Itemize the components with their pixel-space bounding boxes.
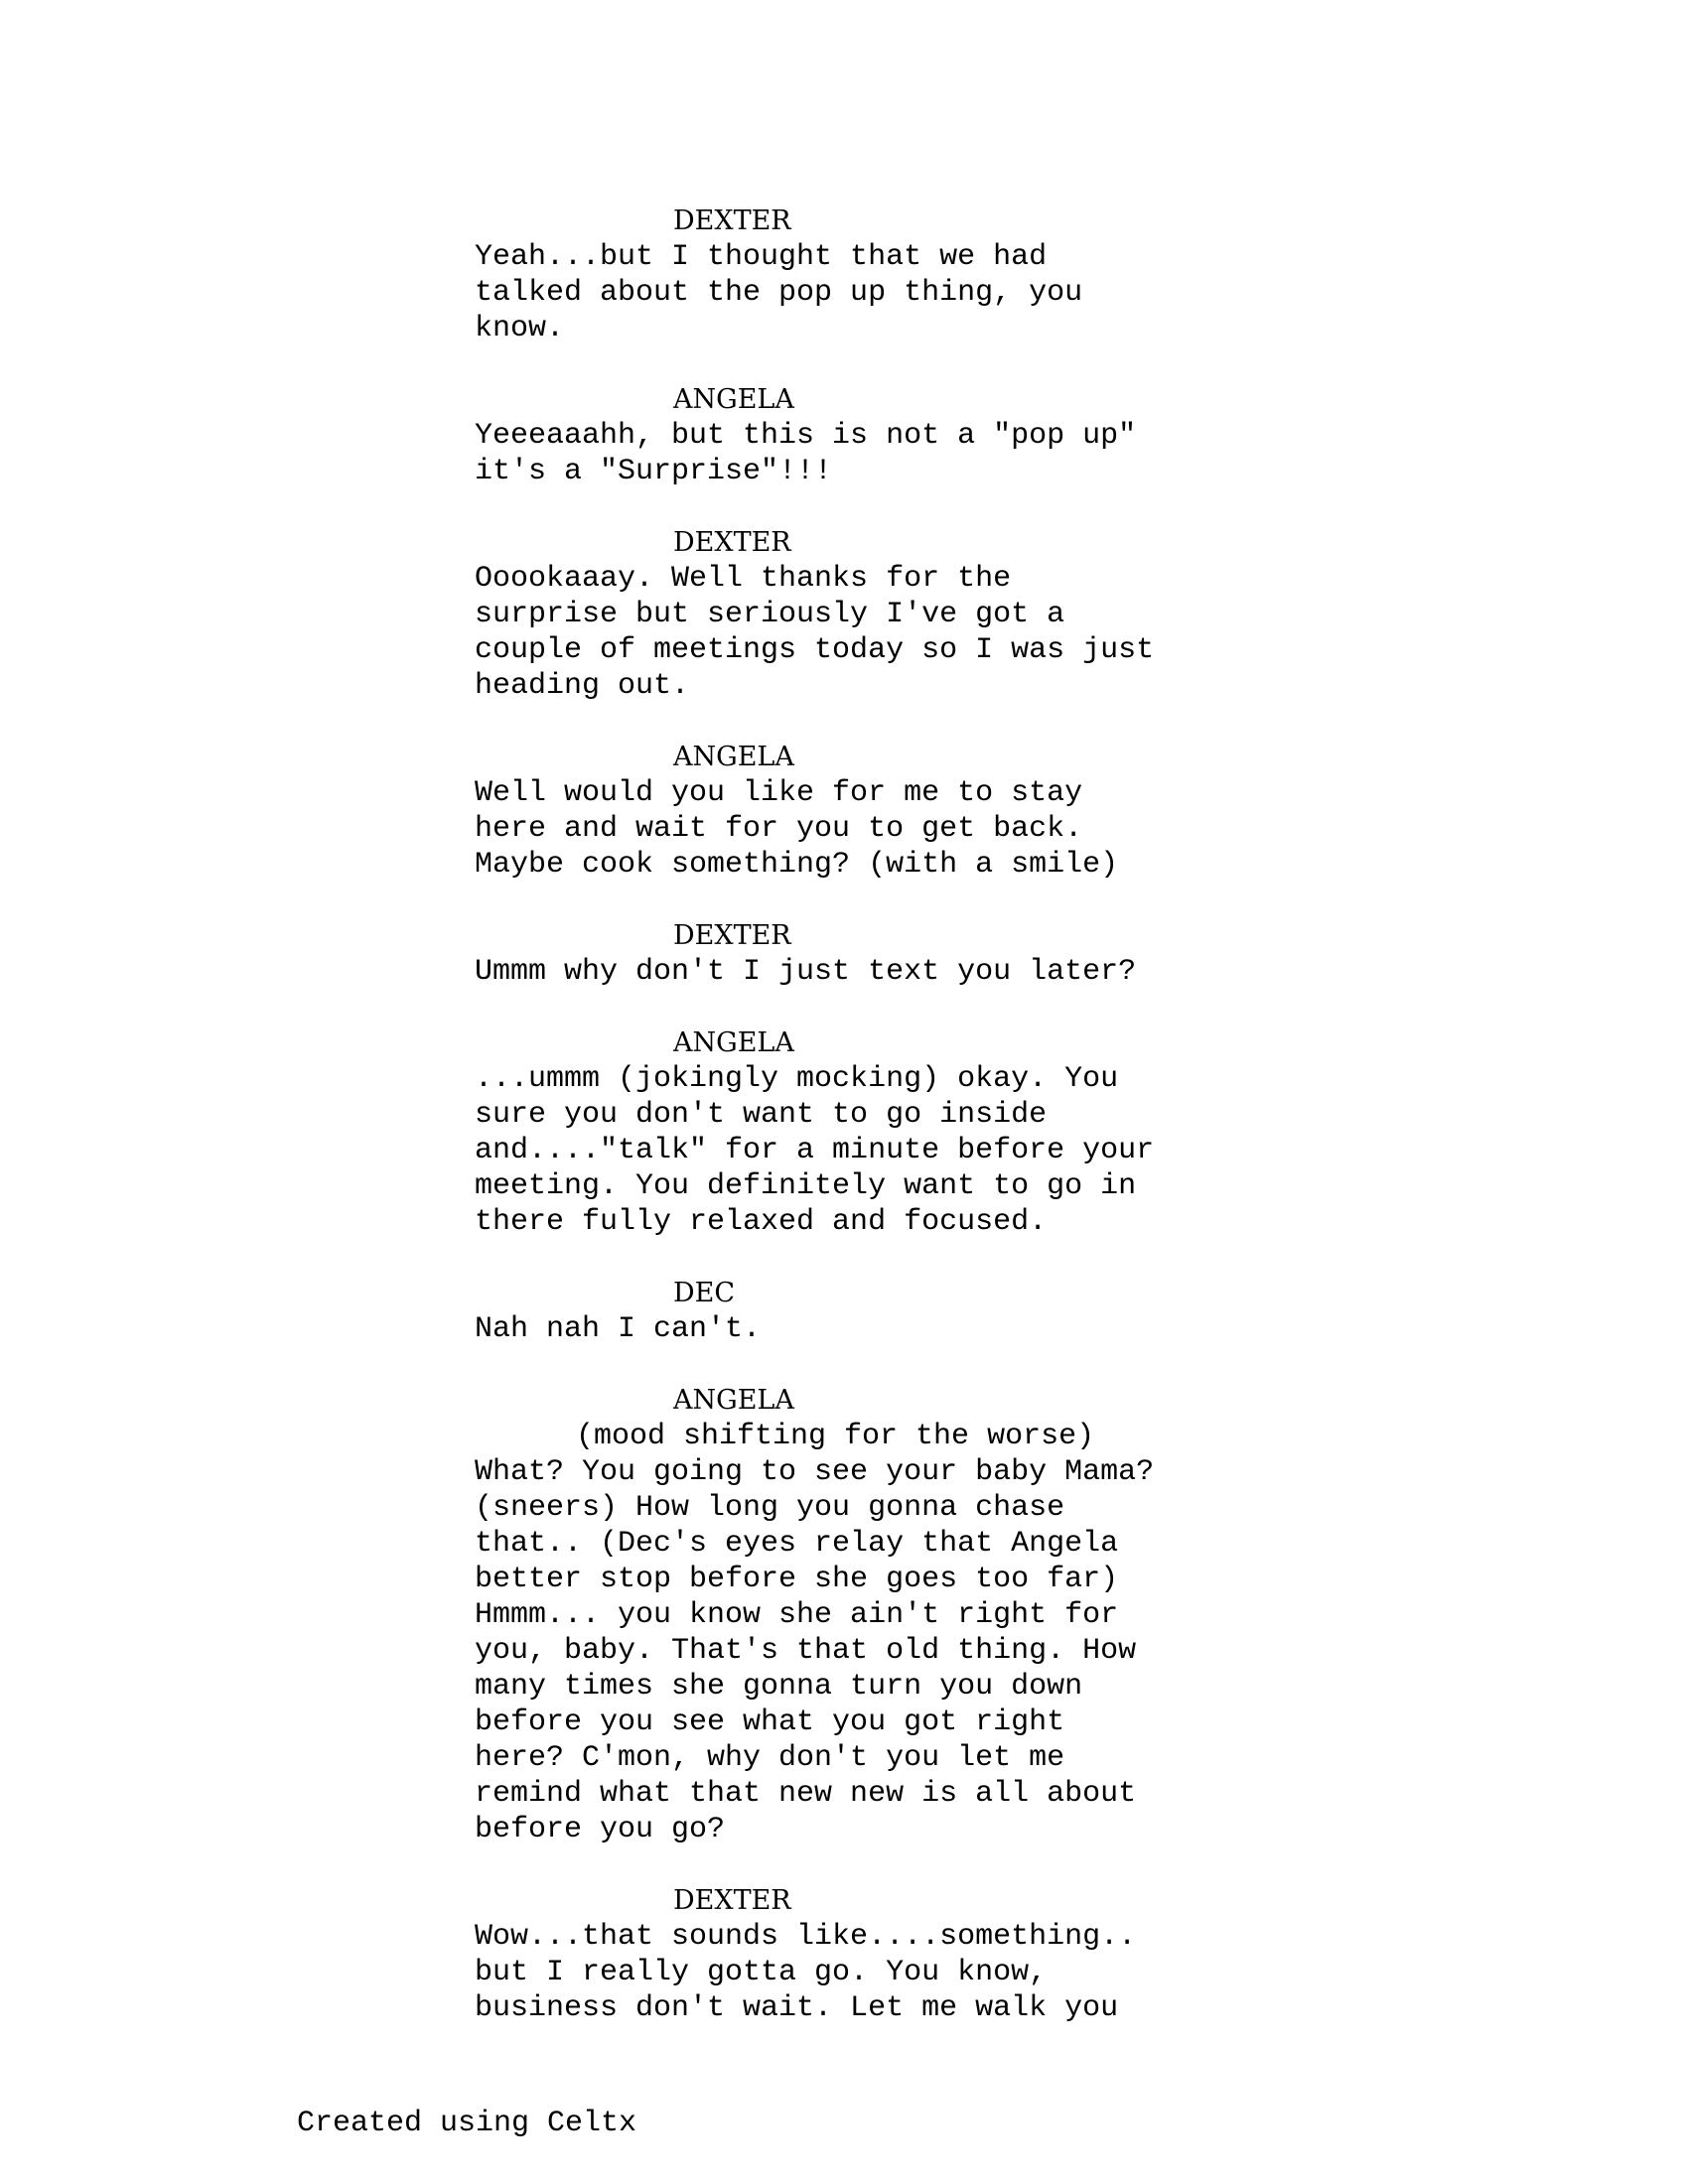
dialogue-line: but I really gotta go. You know, <box>475 1956 1048 1989</box>
dialogue-line: ...ummm (jokingly mocking) okay. You <box>475 1062 1119 1096</box>
dialogue-line: here and wait for you to get back. <box>475 812 1083 846</box>
dialogue-block <box>475 525 1249 704</box>
dialogue-line: heading out. <box>475 669 690 703</box>
dialogue-line: know. <box>475 312 565 345</box>
dialogue-line: many times she gonna turn you down <box>475 1670 1083 1704</box>
dialogue-block <box>475 1025 1249 1240</box>
dialogue-line: and...."talk" for a minute before your <box>475 1134 1155 1167</box>
dialogue-block <box>475 1276 1249 1347</box>
dialogue-block <box>475 1883 1249 2026</box>
dialogue-line: Wow...that sounds like....something.. <box>475 1920 1137 1954</box>
dialogue-line: talked about the pop up thing, you <box>475 276 1083 310</box>
dialogue-line: Yeeeaaahh, but this is not a "pop up" <box>475 419 1137 453</box>
character-name: ANGELA <box>673 1027 794 1058</box>
character-name: DEXTER <box>673 205 791 236</box>
character-name: DEXTER <box>673 920 791 951</box>
dialogue-line: before you go? <box>475 1813 726 1846</box>
character-name: DEC <box>673 1278 736 1308</box>
dialogue-line: Maybe cook something? (with a smile) <box>475 848 1119 882</box>
character-name: ANGELA <box>673 384 794 415</box>
dialogue-line: Yeah...but I thought that we had <box>475 240 1048 274</box>
character-name: DEXTER <box>673 527 791 558</box>
parenthetical: (mood shifting for the worse) <box>576 1420 1095 1453</box>
dialogue-line: Well would you like for me to stay <box>475 776 1083 810</box>
dialogue-line: Ooookaaay. Well thanks for the <box>475 562 1012 596</box>
character-name: ANGELA <box>673 742 794 772</box>
dialogue-line: sure you don't want to go inside <box>475 1098 1048 1132</box>
dialogue-line: surprise but seriously I've got a <box>475 598 1065 631</box>
dialogue-line: there fully relaxed and focused. <box>475 1205 1048 1239</box>
dialogue-line: couple of meetings today so I was just <box>475 633 1155 667</box>
dialogue-line: you, baby. That's that old thing. How <box>475 1634 1137 1668</box>
dialogue-block <box>475 382 1249 489</box>
footer-credit: Created using Celtx <box>297 2107 637 2140</box>
character-name: DEXTER <box>673 1885 791 1916</box>
dialogue-line: Nah nah I can't. <box>475 1312 762 1346</box>
dialogue-line: (sneers) How long you gonna chase <box>475 1491 1065 1525</box>
dialogue-line: here? C'mon, why don't you let me <box>475 1741 1065 1775</box>
dialogue-column <box>475 204 1249 2062</box>
dialogue-line: Hmmm... you know she ain't right for <box>475 1598 1119 1632</box>
dialogue-line: business don't wait. Let me walk you <box>475 1991 1119 2025</box>
dialogue-line: meeting. You definitely want to go in <box>475 1169 1137 1203</box>
dialogue-line: it's a "Surprise"!!! <box>475 455 833 488</box>
dialogue-line: better stop before she goes too far) <box>475 1563 1119 1596</box>
dialogue-block <box>475 1383 1249 1847</box>
dialogue-line: remind what that new new is all about <box>475 1777 1137 1811</box>
dialogue-line: Ummm why don't I just text you later? <box>475 955 1137 989</box>
dialogue-line: that.. (Dec's eyes relay that Angela <box>475 1527 1119 1561</box>
dialogue-block <box>475 918 1249 990</box>
dialogue-block <box>475 740 1249 883</box>
dialogue-line: before you see what you got right <box>475 1706 1065 1739</box>
character-name: ANGELA <box>673 1385 794 1416</box>
dialogue-line: What? You going to see your baby Mama? <box>475 1455 1155 1489</box>
dialogue-block <box>475 204 1249 346</box>
